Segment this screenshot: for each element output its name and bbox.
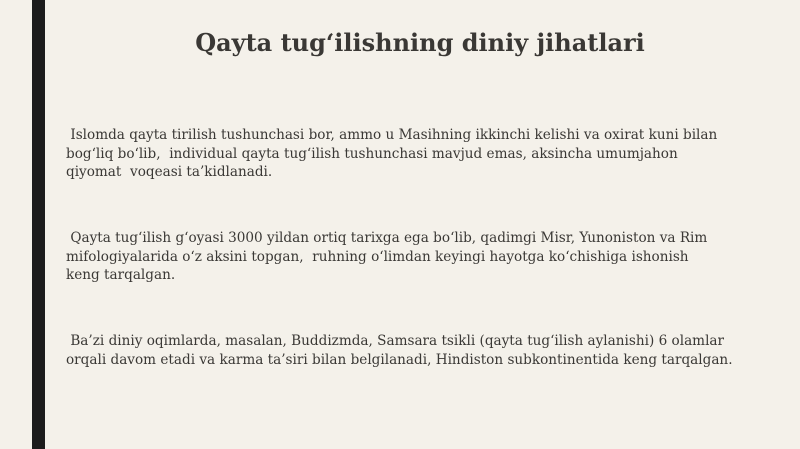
paragraph-line: keng tarqalgan. [66,267,176,283]
slide-title: Qayta tug‘ilishning diniy jihatlari [195,28,645,57]
accent-bar [32,0,45,449]
paragraph-line: orqali davom etadi va karma ta’siri bilan belgilanadi, Hindiston subkontinentida keng tarqalgan. [66,351,733,368]
paragraph-line: qiyomat voqeasi ta’kidlanadi. [66,164,273,180]
paragraph-line: Ba’zi diniy oqimlarda, masalan, Buddizmda, Samsara tsikli (qayta tug‘ilish aylanishi) 6 olamlar [66,333,725,349]
paragraph-line: bog‘liq bo‘lib, individual qayta tug‘ilish tushunchasi mavjud emas, aksincha umumjahon [66,145,678,162]
paragraph-history [66,229,786,285]
paragraph-buddhism [66,332,786,369]
paragraph-line: Qayta tug‘ilish g‘oyasi 3000 yildan ortiq tarixga ega bo‘lib, qadimgi Misr, Yunoniston va Rim [66,230,708,246]
paragraph-line: Islomda qayta tirilish tushunchasi bor, ammo u Masihning ikkinchi kelishi va oxirat kuni bilan [66,127,718,143]
paragraph-islam [66,126,786,182]
paragraph-line: mifologiyalarida o‘z aksini topgan, ruhning o‘limdan keyingi hayotga ko‘chishiga ishonish [66,248,689,265]
